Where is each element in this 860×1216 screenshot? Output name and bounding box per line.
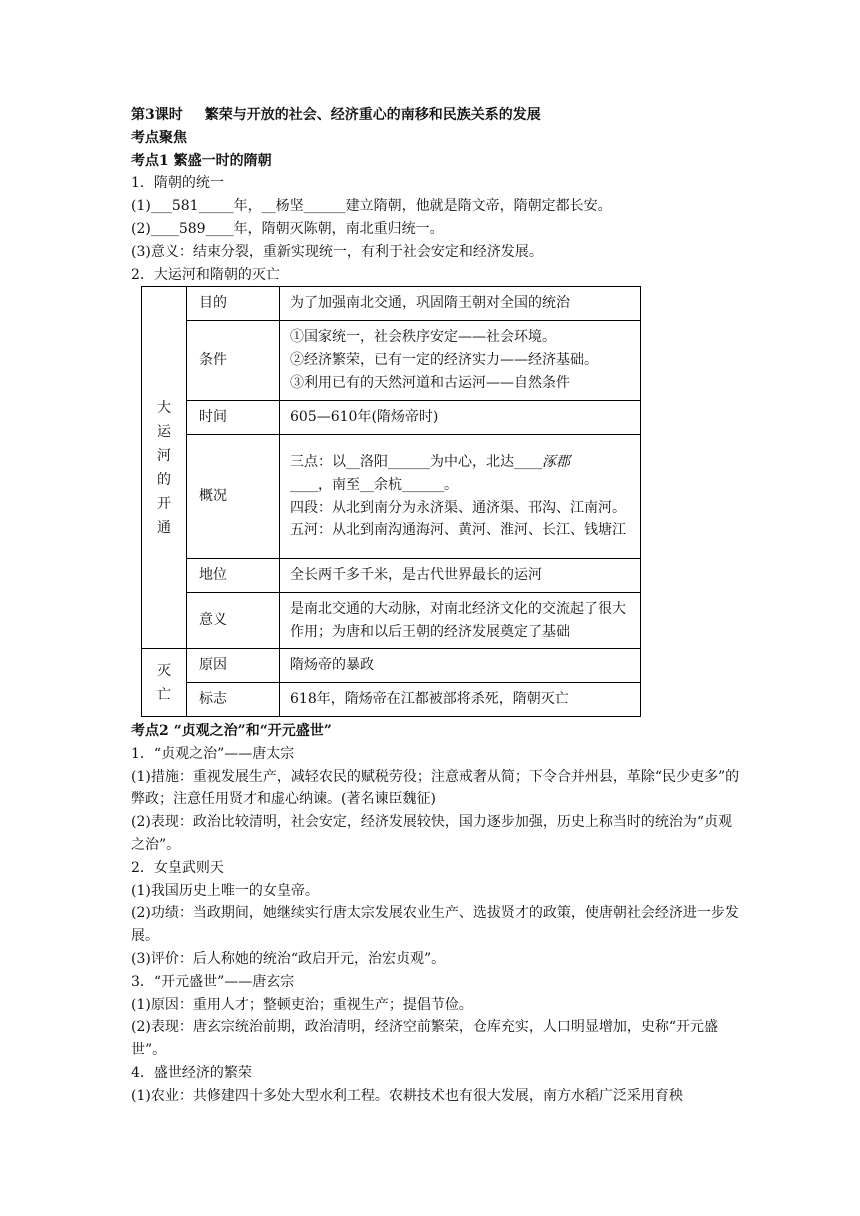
row-label: 原因 <box>187 649 280 683</box>
table-row <box>142 649 641 683</box>
row-label: 地位 <box>187 559 280 593</box>
answer-yuhang: 余杭 <box>374 476 402 493</box>
grand-canal-table <box>141 286 641 717</box>
table-row <box>142 321 641 401</box>
point2-para: (1)措施：重视发展生产，减轻农民的赋税劳役；注意戒奢从简；下令合并州县，革除“民少吏多”的弊政；注意任用贤才和虚心纳谏。(著名谏臣魏征) <box>131 768 740 808</box>
point2-para: (2)功绩：当政期间，她继续实行唐太宗发展农业生产、选拔贤才的政策，使唐朝社会经济进一步发展。 <box>131 905 739 945</box>
group-cell-fall: 灭 亡 <box>142 649 187 717</box>
point2-para: (2)表现：政治比较清明，社会安定，经济发展较快，国力逐步加强，历史上称当时的统治为“贞观之治”。 <box>131 814 732 853</box>
answer-yangjian: 杨坚 <box>275 198 304 215</box>
row-content: 605—610年(隋炀帝时) <box>280 401 641 435</box>
answer-year-581: 581 <box>171 198 199 215</box>
row-content: ①国家统一，社会秩序安定——社会环境。 ②经济繁荣，已有一定的经济实力——经济基础。 ③利用已有的天然河道和古运河——自然条件 <box>280 321 641 401</box>
row-content: 是南北交通的大动脉，对南北经济文化的交流起了很大作用；为唐和以后王朝的经济发展奠定了基础 <box>280 593 641 649</box>
lesson-name: 繁荣与开放的社会、经济重心的南移和民族关系的发展 <box>204 107 541 123</box>
row-content: 618年，隋炀帝在江都被部将杀死，隋朝灭亡 <box>280 683 641 717</box>
table-row <box>142 559 641 593</box>
table-row <box>142 287 641 321</box>
point2-sub3: 3．“开元盛世”——唐玄宗 <box>131 973 295 990</box>
point2-para: (1)农业：共修建四十多处大型水利工程。农耕技术也有很大发展，南方水稻广泛采用育秧 <box>131 1087 683 1104</box>
table-row <box>142 401 641 435</box>
point1-heading: 考点1 繁盛一时的隋朝 <box>131 152 272 169</box>
point2-section <box>131 720 741 1108</box>
point1-line2: (2)____589____年，隋朝灭陈朝，南北重归统一。 <box>131 220 444 237</box>
point2-heading: 考点2 “贞观之治”和“开元盛世” <box>131 723 332 739</box>
table-row <box>142 435 641 559</box>
document-page <box>131 104 741 286</box>
answer-zhuojun: 涿郡 <box>542 453 570 470</box>
row-content: 全长两千多千米，是古代世界最长的运河 <box>280 559 641 593</box>
row-content: 三点：以__洛阳______为中心，北达____涿郡 ____，南至__余杭______。 四段：从北到南分为永济渠、通济渠、邗沟、江南河。 五河：从北到南沟通海河、黄河、淮河、长江、钱塘江 <box>280 435 641 559</box>
row-label: 时间 <box>187 401 280 435</box>
lesson-number: 第3课时 <box>131 107 183 123</box>
focus-heading: 考点聚焦 <box>131 129 187 146</box>
point1-sub1: 1．隋朝的统一 <box>131 175 224 192</box>
point2-sub1: 1．“贞观之治”——唐太宗 <box>131 745 295 762</box>
row-label: 标志 <box>187 683 280 717</box>
row-content: 为了加强南北交通，巩固隋王朝对全国的统治 <box>280 287 641 321</box>
point2-para: (2)表现：唐玄宗统治前期，政治清明，经济空前繁荣，仓库充实，人口明显增加，史称“开元盛世”。 <box>131 1019 718 1059</box>
point2-sub2: 2．女皇武则天 <box>131 859 224 876</box>
row-content: 隋炀帝的暴政 <box>280 649 641 683</box>
point2-para: (3)评价：后人称她的统治“政启开元，治宏贞观”。 <box>131 950 446 967</box>
point2-para: (1)原因：重用人才；整顿吏治；重视生产；提倡节俭。 <box>131 996 473 1013</box>
point1-line1: (1)___581_____年，__杨坚______建立隋朝，他就是隋文帝，隋朝定都长安。 <box>131 198 612 215</box>
answer-luoyang: 洛阳 <box>360 453 388 470</box>
point1-sub2: 2．大运河和隋朝的灭亡 <box>131 266 280 283</box>
table-row <box>142 593 641 649</box>
point2-sub4: 4．盛世经济的繁荣 <box>131 1064 252 1081</box>
point2-para: (1)我国历史上唯一的女皇帝。 <box>131 882 319 899</box>
row-label: 目的 <box>187 287 280 321</box>
row-label: 条件 <box>187 321 280 401</box>
lesson-title <box>131 104 741 127</box>
table-row <box>142 683 641 717</box>
row-label: 意义 <box>187 593 280 649</box>
point1-line3: (3)意义：结束分裂，重新实现统一，有利于社会安定和经济发展。 <box>131 243 543 260</box>
answer-year-589: 589 <box>178 220 206 237</box>
row-label: 概况 <box>187 435 280 559</box>
group-cell-canal: 大 运 河 的 开 通 <box>142 287 187 649</box>
